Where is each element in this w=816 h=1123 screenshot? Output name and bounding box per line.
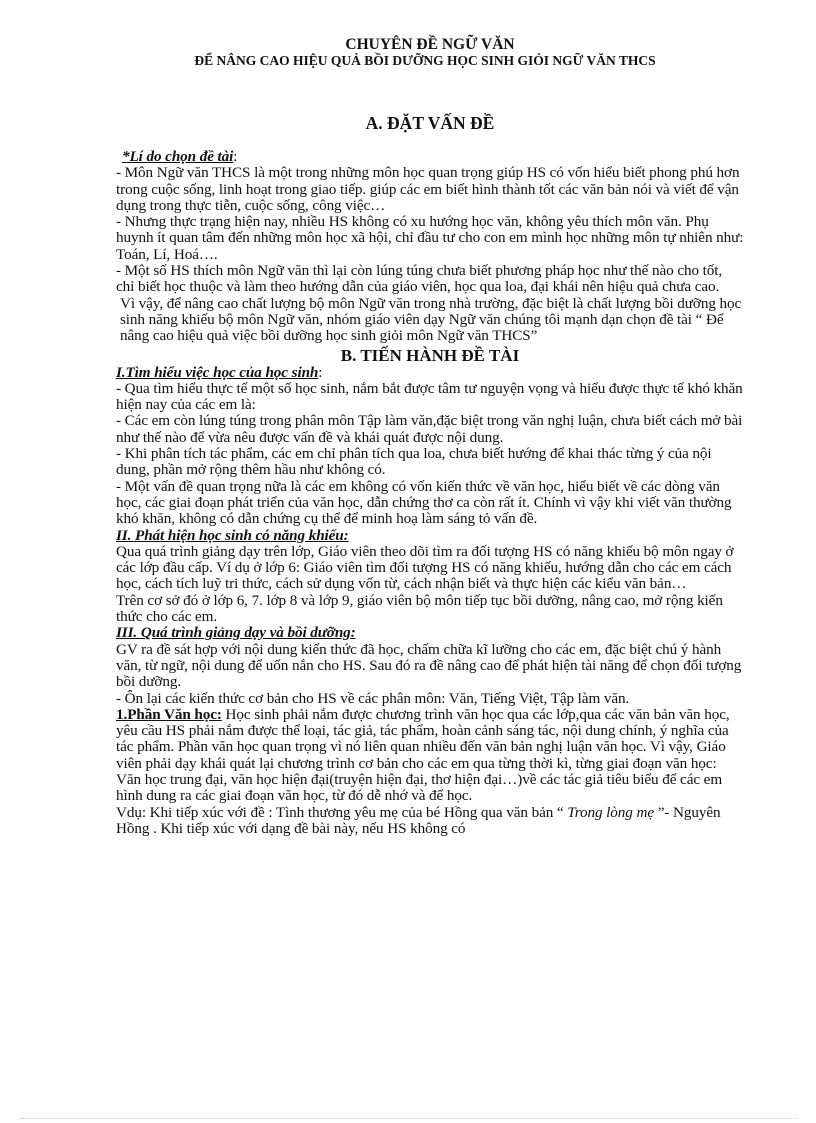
document-subtitle: ĐỂ NÂNG CAO HIỆU QUẢ BỒI DƯỠNG HỌC SINH GIỎI NGỮ VĂN THCS xyxy=(194,53,656,68)
section-iii-paragraph-2: - Ôn lại các kiến thức cơ bản cho HS về các phân môn: Văn, Tiếng Việt, Tập làm văn. xyxy=(116,689,630,707)
example-work-title: Trong lòng mẹ xyxy=(567,803,658,821)
reason-colon: : xyxy=(233,148,238,165)
section-a-paragraph-1: - Môn Ngữ văn THCS là một trong những môn học quan trọng giúp HS có vốn hiểu biết phong phú hơn trong cuộc sống, linh hoạt trong giao tiếp. giúp các em biết hình thành tốt các văn bản nói và viết để vận dụng trong thực tiễn, cuộc sống, công việc… xyxy=(116,164,740,214)
section-i-paragraph-2: - Các em còn lúng túng trong phân môn Tập làm văn,đặc biệt trong văn nghị luận, chưa biết cách mở bài như thế nào để vừa nêu được vấn đề và khái quát được nội dung. xyxy=(116,412,743,446)
page-bottom-divider xyxy=(20,1118,796,1119)
section-ii-paragraph-2: Trên cơ sở đó ở lớp 6, 7. lớp 8 và lớp 9, giáo viên bộ môn tiếp tục bồi dưỡng, nâng cao, mở rộng kiến thức cho các em. xyxy=(116,591,723,626)
section-a-paragraph-4: Vì vậy, để nâng cao chất lượng bộ môn Ngữ văn trong nhà trường, đặc biệt là chất lượng bồi dưỡng học sinh năng khiếu bộ môn Ngữ văn, nhóm giáo viên dạy Ngữ văn chúng tôi mạnh dạn chọn đề tài “ Để nâng cao hiệu quả việc bồi dưỡng học sinh giỏi môn Ngữ văn THCS” xyxy=(120,294,742,345)
section-i-paragraph-3: - Khi phân tích tác phẩm, các em chỉ phân tích qua loa, chưa biết hướng để khai thác từng ý của nội dung, phần mở rộng thêm hầu như không có. xyxy=(116,445,712,479)
part-1-heading: 1.Phần Văn học: xyxy=(116,705,222,723)
example-prefix: Vdụ: Khi tiếp xúc với đề : Tình thương yêu mẹ của bé Hồng qua văn bản “ xyxy=(116,803,568,821)
example-suffix: ”- Nguyên Hồng . Khi tiếp xúc với dạng đề bài này, nếu HS không có xyxy=(116,803,721,837)
example-paragraph xyxy=(116,805,744,838)
section-b-body xyxy=(116,365,744,838)
section-a-paragraph-3: - Một số HS thích môn Ngữ văn thì lại còn lúng túng chưa biết phương pháp học như thế nào cho tốt, chỉ biết học thuộc và làm theo hướng dẫn của giáo viên, học qua loa, đại khái nên hiệu quả chưa cao. xyxy=(116,262,723,296)
part-1-paragraph-2: Văn học trung đại, văn học hiện đại(truyện hiện đại, thơ hiện đại…)về các tác giả tiêu biểu để các em hình dung ra các giai đoạn văn học, từ đó dễ nhớ và để học. xyxy=(116,770,723,805)
section-iii-paragraph-1: GV ra đề sát hợp với nội dung kiến thức đã học, chấm chữa kĩ lưỡng cho các em, đặc biệt chú ý hành văn, từ ngữ, nội dung để uốn nắn cho HS. Sau đó ra đề nâng cao để phát hiện tài năng để chọn đối tượng bồi dưỡng. xyxy=(116,640,742,691)
part-1-text: Học sinh phải nắm được chương trình văn học qua các lớp,qua các văn bản văn học, yêu cầu HS phải nắm được thể loại, tác giả, tác phẩm, hoàn cảnh sáng tác, nội dung chính, ý nghĩa của tác phẩm. Phần văn học quan trọng vì nó liên quan nhiều đến văn bản nghị luận văn học. Vì vậy, Giáo viên phải dạy khái quát lại chương trình cơ bản cho các em qua từng thời kì, từng giai đoạn văn học: xyxy=(116,705,730,772)
section-i-heading: I.Tìm hiểu việc học của học sinh xyxy=(116,363,319,381)
section-i-paragraph-1: - Qua tìm hiểu thực tế một số học sinh, nắm bắt được tâm tư nguyện vọng và hiểu được thực tế khó khăn hiện nay của các em là: xyxy=(116,379,743,414)
document-page xyxy=(116,36,744,837)
document-title: CHUYÊN ĐỀ NGỮ VĂN xyxy=(345,36,515,53)
section-a-heading: A. ĐẶT VẤN ĐỀ xyxy=(365,113,495,133)
section-a-body xyxy=(116,149,744,345)
section-ii-heading: II. Phát hiện học sinh có năng khiếu: xyxy=(116,526,349,544)
section-i-colon: : xyxy=(318,363,323,381)
section-b-heading: B. TIẾN HÀNH ĐỀ TÀI xyxy=(340,345,520,365)
section-iii-heading: III. Quá trình giảng dạy và bồi dưỡng: xyxy=(116,624,356,642)
section-i-paragraph-4: - Một vấn đề quan trọng nữa là các em không có vốn kiến thức về văn học, hiểu biết về các dòng văn học, các giai đoạn phát triển của văn học, dẫn chứng thơ ca còn rất ít. Chính vì vậy khi viết văn thường khó khăn, không có dẫn chứng cụ thể để minh hoạ làm sáng tỏ vấn đề. xyxy=(116,477,732,528)
title-block xyxy=(116,36,744,69)
reason-label: *Lí do chọn đề tài xyxy=(122,148,234,165)
section-a-paragraph-2: - Nhưng thực trạng hiện nay, nhiều HS không có xu hướng học văn, không yêu thích môn văn. Phụ huynh ít quan tâm đến những môn học xã hội, chỉ đầu tư cho con em mình học những môn tự nhiên như: Toán, Lí, Hoá…. xyxy=(116,213,744,263)
section-ii-paragraph-1: Qua quá trình giảng dạy trên lớp, Giáo viên theo dõi tìm ra đối tượng HS có năng khiếu bộ môn ngay ở các lớp đầu cấp. Ví dụ ở lớp 6: Giáo viên tìm đối tượng HS có năng khiếu, hướng dẫn cho các em cách học, cách tích luỹ tri thức, cách sử dụng vốn từ, cách nhận biết và thực hiện các kiểu văn bản… xyxy=(116,542,734,593)
